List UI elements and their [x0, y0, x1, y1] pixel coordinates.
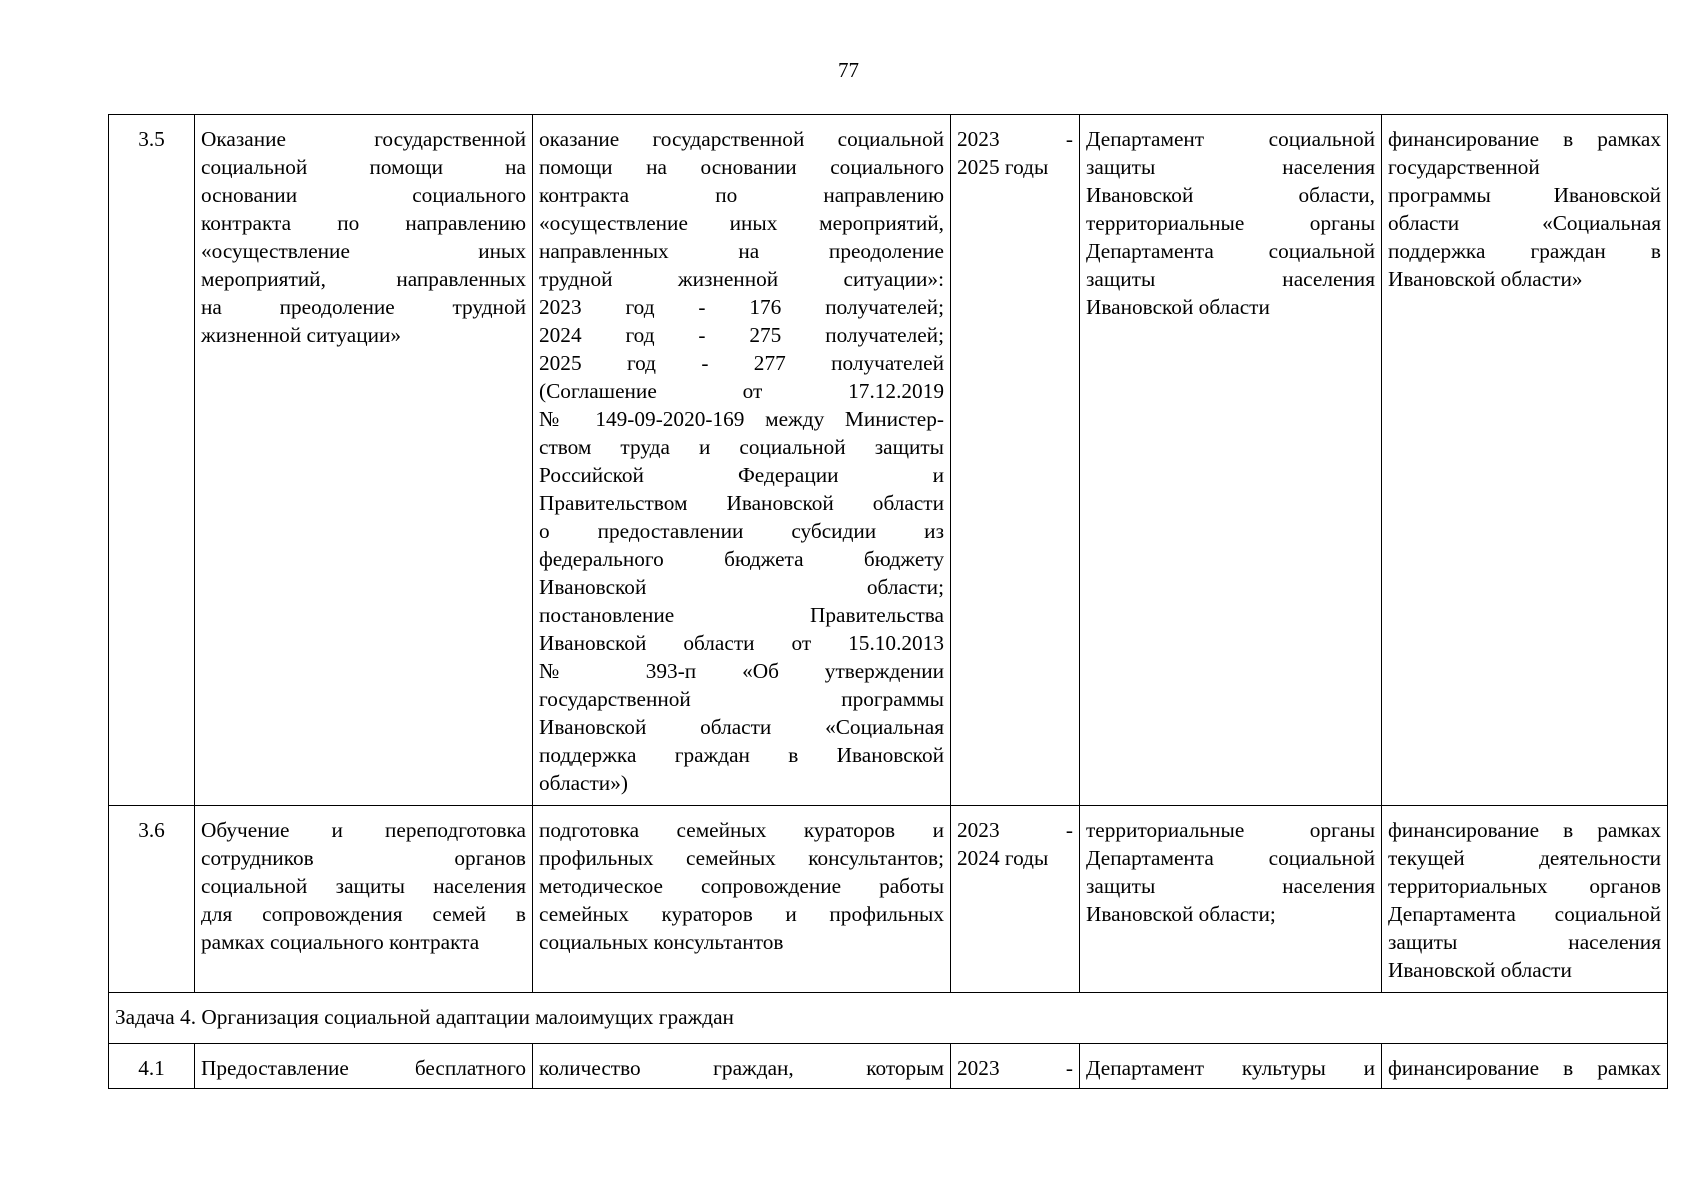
cell-line: территориальных органов — [1388, 874, 1661, 898]
cell-line: № 393-п «Об утверждении — [539, 659, 944, 683]
cell-line: Оказание государственной — [201, 127, 526, 151]
cell-line: территориальные органы — [1086, 818, 1375, 842]
cell-line: Ивановской области — [1388, 958, 1572, 982]
cell-line: о предоставлении субсидии из — [539, 519, 944, 543]
cell-line: финансирование в рамках — [1388, 1056, 1661, 1080]
cell-line: профильных семейных консультантов; — [539, 846, 944, 870]
cell-line: области «Социальная — [1388, 211, 1661, 235]
cell-line: федерального бюджета бюджету — [539, 547, 944, 571]
cell-line: (Соглашение от 17.12.2019 — [539, 379, 944, 403]
cell-line: Департамент культуры и — [1086, 1056, 1375, 1080]
cell-line: Департамент социальной — [1086, 127, 1375, 151]
cell-line: Департамента социальной — [1388, 902, 1661, 926]
page-number: 77 — [838, 58, 859, 82]
cell-line: № 149-09-2020-169 между Министер- — [539, 407, 944, 431]
cell-line: направленных на преодоление — [539, 239, 944, 263]
cell-line: 2025 год - 277 получателей — [539, 351, 944, 375]
cell-line: на преодоление трудной — [201, 295, 526, 319]
cell-line: Департамента социальной — [1086, 239, 1375, 263]
row-number: 3.6 — [109, 806, 195, 993]
cell-line: «осуществление иных — [201, 239, 526, 263]
cell-line: Ивановской области» — [1388, 267, 1583, 291]
cell-line: 2024 годы — [957, 846, 1049, 870]
cell-line: 2023 - — [957, 1056, 1073, 1080]
period-cell — [951, 1044, 1080, 1089]
cell-line: защиты населения — [1388, 930, 1661, 954]
executor-cell — [1080, 1044, 1382, 1089]
period-cell — [951, 806, 1080, 993]
cell-line: области») — [539, 771, 628, 795]
measures-table — [108, 114, 1668, 1089]
cell-line: Ивановской области «Социальная — [539, 715, 944, 739]
table-row — [109, 115, 1668, 806]
executor-cell — [1080, 115, 1382, 806]
cell-line: Ивановской области — [1086, 295, 1270, 319]
cell-line: государственной программы — [539, 687, 944, 711]
cell-line: для сопровождения семей в — [201, 902, 526, 926]
cell-line: рамках социального контракта — [201, 930, 480, 954]
cell-line: контракта по направлению — [539, 183, 944, 207]
cell-line: Департамента социальной — [1086, 846, 1375, 870]
section-row — [109, 993, 1668, 1044]
cell-line: финансирование в рамках — [1388, 818, 1661, 842]
result-cell — [533, 115, 951, 806]
period-cell — [951, 115, 1080, 806]
cell-line: основании социального — [201, 183, 526, 207]
cell-line: 2023 год - 176 получателей; — [539, 295, 944, 319]
row-number: 3.5 — [109, 115, 195, 806]
cell-line: поддержка граждан в — [1388, 239, 1661, 263]
cell-line: Обучение и переподготовка — [201, 818, 526, 842]
cell-line: семейных кураторов и профильных — [539, 902, 944, 926]
cell-line: мероприятий, направленных — [201, 267, 526, 291]
cell-line: 2024 год - 275 получателей; — [539, 323, 944, 347]
cell-line: поддержка граждан в Ивановской — [539, 743, 944, 767]
cell-line: социальной помощи на — [201, 155, 526, 179]
cell-line: «осуществление иных мероприятий, — [539, 211, 944, 235]
cell-line: подготовка семейных кураторов и — [539, 818, 944, 842]
cell-line: Ивановской области от 15.10.2013 — [539, 631, 944, 655]
table-row — [109, 1044, 1668, 1089]
cell-line: контракта по направлению — [201, 211, 526, 235]
cell-line: территориальные органы — [1086, 211, 1375, 235]
financing-cell — [1382, 1044, 1668, 1089]
cell-line: жизненной ситуации» — [201, 323, 402, 347]
cell-line: трудной жизненной ситуации»: — [539, 267, 944, 291]
financing-cell — [1382, 115, 1668, 806]
measure-cell — [195, 806, 533, 993]
cell-line: 2025 годы — [957, 155, 1049, 179]
cell-line: количество граждан, которым — [539, 1056, 944, 1080]
cell-line: сотрудников органов — [201, 846, 526, 870]
cell-line: методическое сопровождение работы — [539, 874, 944, 898]
cell-line: государственной — [1388, 155, 1540, 179]
cell-line: Ивановской области; — [1086, 902, 1276, 926]
result-cell — [533, 1044, 951, 1089]
financing-cell — [1382, 806, 1668, 993]
cell-line: оказание государственной социальной — [539, 127, 944, 151]
cell-line: программы Ивановской — [1388, 183, 1661, 207]
cell-line: Российской Федерации и — [539, 463, 944, 487]
measure-cell — [195, 1044, 533, 1089]
cell-line: 2023 - — [957, 818, 1073, 842]
cell-line: социальных консультантов — [539, 930, 784, 954]
result-cell — [533, 806, 951, 993]
cell-line: социальной защиты населения — [201, 874, 526, 898]
cell-line: защиты населения — [1086, 155, 1375, 179]
cell-line: Ивановской области; — [539, 575, 944, 599]
cell-line: помощи на основании социального — [539, 155, 944, 179]
cell-line: Ивановской области, — [1086, 183, 1375, 207]
cell-line: текущей деятельности — [1388, 846, 1661, 870]
row-number: 4.1 — [109, 1044, 195, 1089]
cell-line: ством труда и социальной защиты — [539, 435, 944, 459]
cell-line: постановление Правительства — [539, 603, 944, 627]
measure-cell — [195, 115, 533, 806]
cell-line: Правительством Ивановской области — [539, 491, 944, 515]
cell-line: Предоставление бесплатного — [201, 1056, 526, 1080]
cell-line: защиты населения — [1086, 874, 1375, 898]
cell-line: 2023 - — [957, 127, 1073, 151]
cell-line: защиты населения — [1086, 267, 1375, 291]
table-row — [109, 806, 1668, 993]
executor-cell — [1080, 806, 1382, 993]
section-heading: Задача 4. Организация социальной адаптации малоимущих граждан — [109, 993, 1668, 1044]
cell-line: финансирование в рамках — [1388, 127, 1661, 151]
